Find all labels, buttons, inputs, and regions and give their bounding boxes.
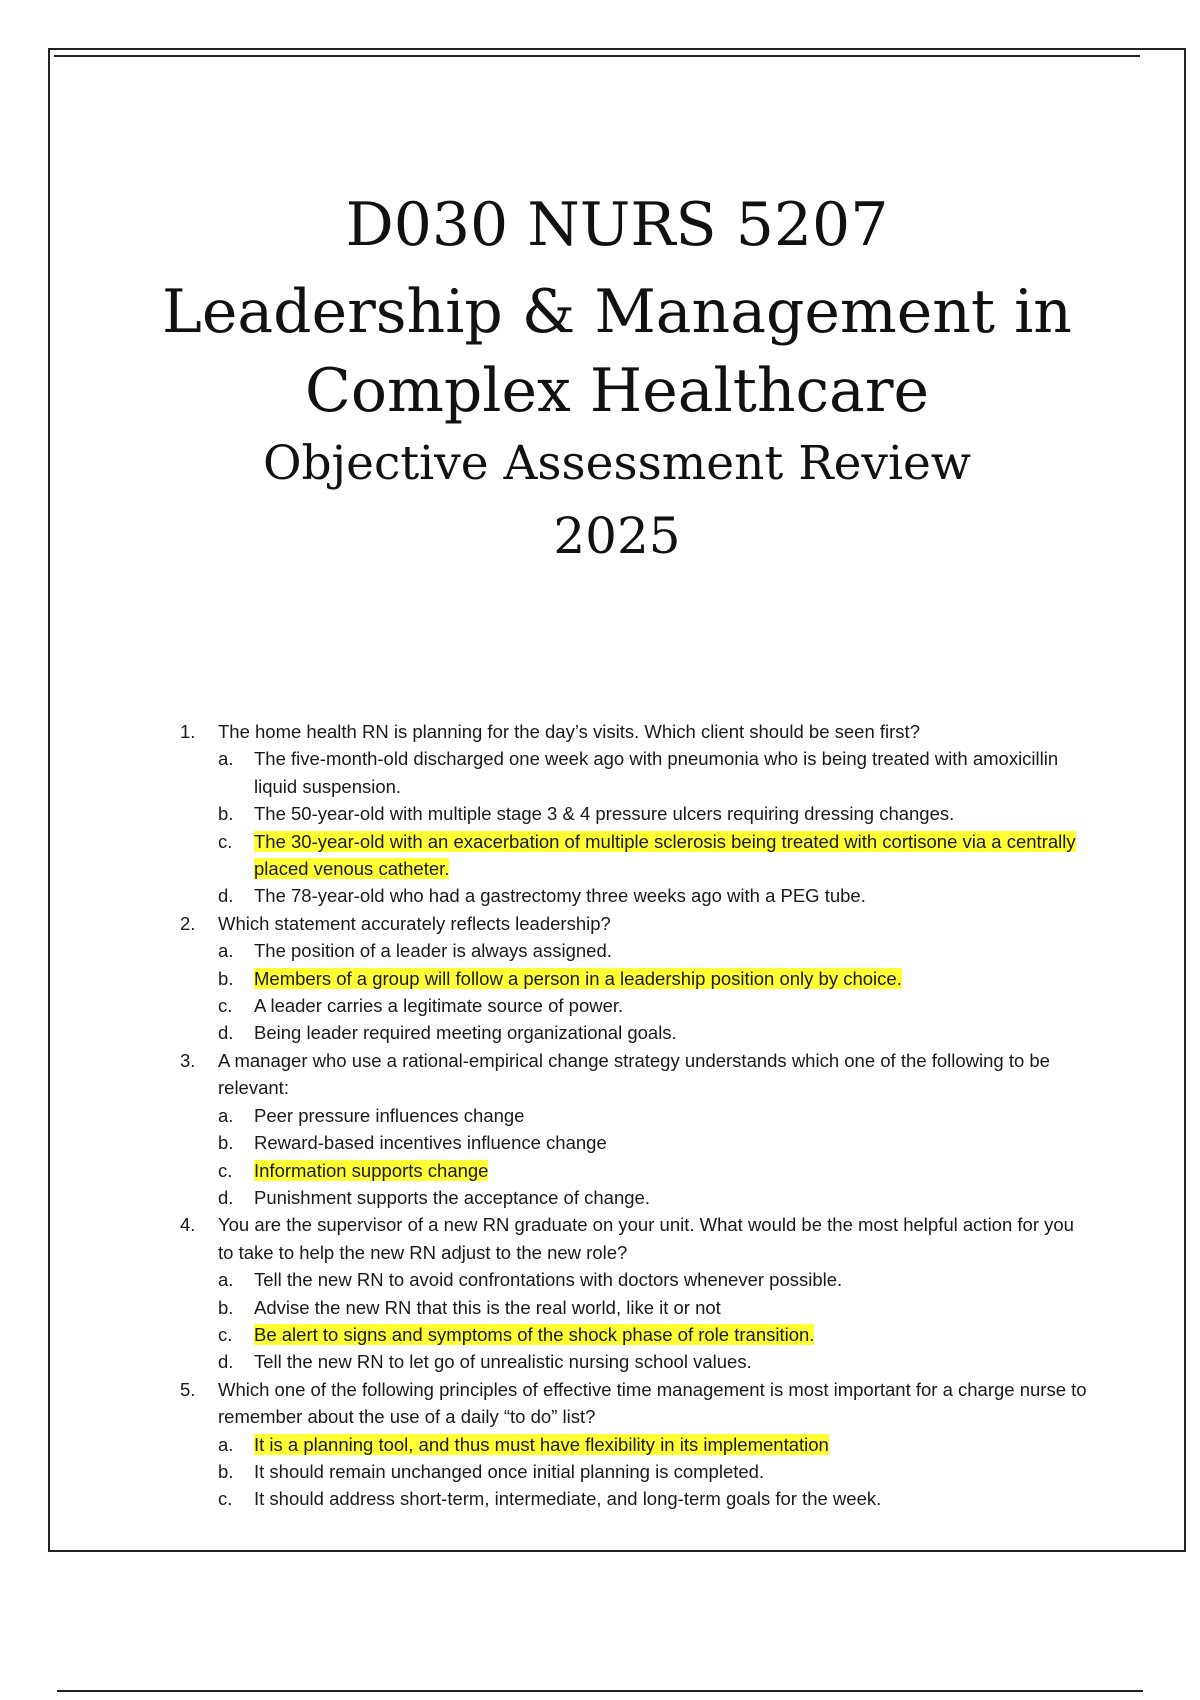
option-letter: a. (218, 1104, 234, 1126)
option-letter: b. (218, 967, 234, 989)
answer-option-correct (218, 1431, 1090, 1458)
answer-option (218, 992, 1090, 1019)
top-rule (54, 55, 1140, 57)
option-text: Peer pressure influences change (254, 1104, 525, 1126)
option-text: A leader carries a legitimate source of power. (254, 995, 624, 1017)
question-text: You are the supervisor of a new RN graduate on your unit. What would be the most helpful action for you to take to help the new RN adjust to the new role? (218, 1214, 1074, 1263)
answer-option-correct (218, 828, 1090, 883)
option-letter: d. (218, 1186, 234, 1208)
option-text: Punishment supports the acceptance of change. (254, 1186, 650, 1208)
option-letter: d. (218, 885, 234, 907)
question-list (180, 718, 1090, 1513)
option-text: It should address short-term, intermediate, and long-term goals for the week. (254, 1488, 882, 1510)
answer-option (218, 1348, 1090, 1375)
question-text: The home health RN is planning for the day’s visits. Which client should be seen first? (218, 721, 920, 742)
answer-option (218, 1129, 1090, 1156)
answer-option (218, 882, 1090, 909)
option-letter: c. (218, 1159, 233, 1181)
question-number: 2. (180, 912, 196, 934)
answer-option (218, 1294, 1090, 1321)
document-title: D030 NURS 5207 (345, 190, 889, 260)
option-text: It should remain unchanged once initial planning is completed. (254, 1460, 765, 1482)
question-5 (180, 1376, 1090, 1513)
highlighted-answer-text: It is a planning tool, and thus must have flexibility in its implementation (254, 1433, 829, 1455)
option-letter: a. (218, 748, 234, 770)
answer-option-correct (218, 965, 1090, 992)
highlighted-answer-text: The 30-year-old with an exacerbation of multiple sclerosis being treated with cortisone via a centrally placed venous catheter. (254, 830, 1076, 880)
question-number: 1. (180, 721, 196, 742)
option-letter: d. (218, 1022, 234, 1044)
question-number: 3. (180, 1049, 196, 1071)
answer-option (218, 1184, 1090, 1211)
bottom-rule (57, 1690, 1143, 1692)
option-letter: a. (218, 1269, 234, 1291)
option-letter: c. (218, 1488, 233, 1510)
question-3 (180, 1047, 1090, 1211)
option-letter: b. (218, 1460, 234, 1482)
answer-option-correct (218, 1321, 1090, 1348)
option-letter: b. (218, 1296, 234, 1318)
option-text: Reward-based incentives influence change (254, 1132, 607, 1154)
question-4 (180, 1211, 1090, 1375)
course-name-line-1: Leadership & Management in (162, 277, 1072, 347)
option-text: The position of a leader is always assigned. (254, 940, 612, 962)
answer-option (218, 1458, 1090, 1485)
answer-option (218, 1019, 1090, 1046)
question-text: Which statement accurately reflects leadership? (218, 912, 611, 934)
document-subtitle: Objective Assessment Review (262, 436, 972, 491)
highlighted-answer-text: Be alert to signs and symptoms of the shock phase of role transition. (254, 1323, 815, 1345)
question-text: Which one of the following principles of effective time management is most important for a charge nurse to remember about the use of a daily “to do” list? (218, 1378, 1087, 1428)
answer-option (218, 745, 1090, 800)
answer-option (218, 1266, 1090, 1293)
option-letter: c. (218, 1323, 233, 1345)
option-letter: c. (218, 830, 233, 852)
answer-option (218, 800, 1090, 827)
option-text: Tell the new RN to avoid confrontations with doctors whenever possible. (254, 1269, 843, 1291)
option-text: Advise the new RN that this is the real world, like it or not (254, 1296, 721, 1318)
question-number: 5. (180, 1378, 196, 1400)
highlighted-answer-text: Information supports change (254, 1159, 489, 1181)
option-letter: d. (218, 1351, 234, 1373)
option-text: Being leader required meeting organizational goals. (254, 1022, 677, 1044)
answer-option (218, 937, 1090, 964)
question-2 (180, 910, 1090, 1047)
document-year: 2025 (553, 507, 681, 566)
highlighted-answer-text: Members of a group will follow a person in a leadership position only by choice. (254, 967, 902, 989)
option-letter: a. (218, 1433, 234, 1455)
option-letter: b. (218, 1132, 234, 1154)
question-text: A manager who use a rational-empirical change strategy understands which one of the following to be relevant: (218, 1049, 1050, 1099)
option-text: The five-month-old discharged one week ago with pneumonia who is being treated with amoxicillin liquid suspension. (254, 748, 1059, 797)
option-letter: a. (218, 940, 234, 962)
option-text: The 78-year-old who had a gastrectomy three weeks ago with a PEG tube. (254, 885, 866, 907)
answer-option (218, 1102, 1090, 1129)
course-name-line-2: Complex Healthcare (304, 356, 930, 426)
option-text: Tell the new RN to let go of unrealistic nursing school values. (254, 1351, 752, 1373)
answer-option-correct (218, 1157, 1090, 1184)
question-1 (180, 718, 1090, 910)
option-text: The 50-year-old with multiple stage 3 & 4 pressure ulcers requiring dressing changes. (254, 803, 955, 825)
option-letter: c. (218, 995, 233, 1017)
option-letter: b. (218, 803, 234, 825)
answer-option (218, 1485, 1090, 1512)
title-block (48, 190, 1186, 566)
question-number: 4. (180, 1214, 196, 1236)
